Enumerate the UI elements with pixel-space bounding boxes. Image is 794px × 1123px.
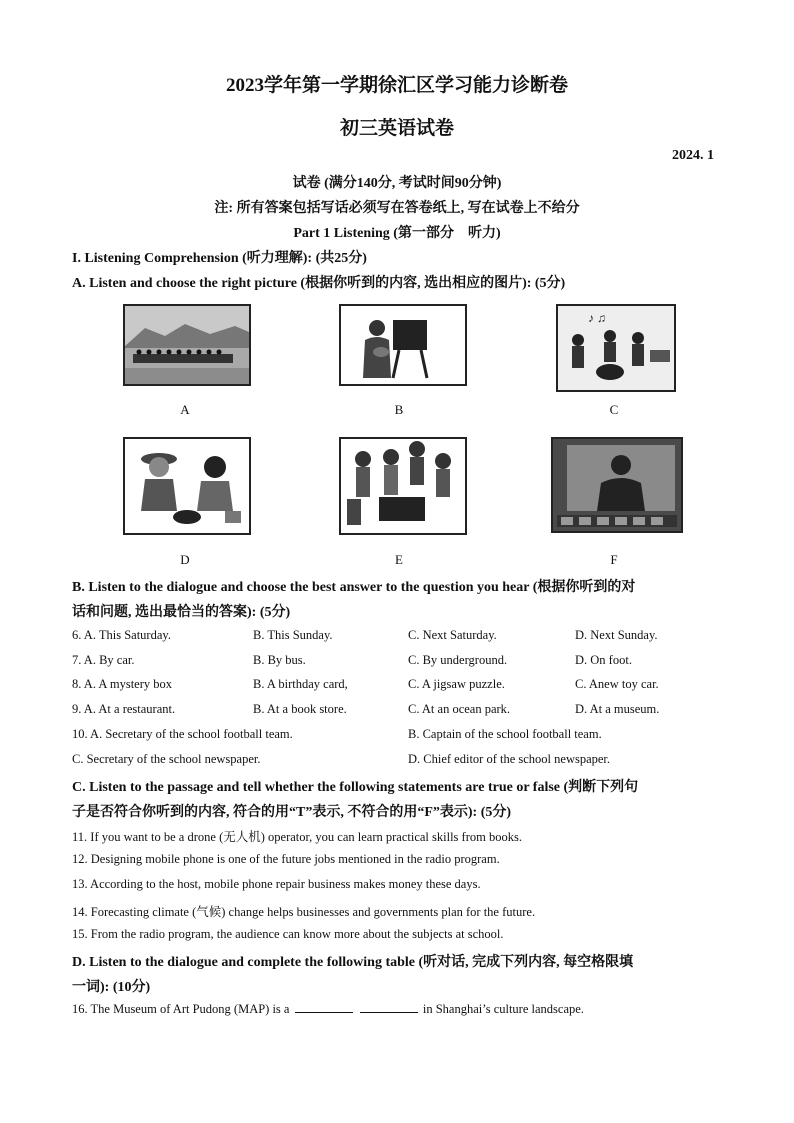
exam-subtitle: 初三英语试卷	[339, 118, 454, 139]
statement-12: 12. Designing mobile phone is one of the future jobs mentioned in the radio program.	[72, 852, 500, 866]
q6-option-a: 6. A. This Saturday.	[72, 628, 171, 642]
exam-info: 试卷 (满分140分, 考试时间90分钟)	[292, 176, 502, 191]
q10-option-b: B. Captain of the school football team.	[408, 727, 602, 741]
q8-option-c: C. A jigsaw puzzle.	[408, 677, 505, 691]
q8-option-a: 8. A. A mystery box	[72, 677, 173, 691]
q6-option-b: B. This Sunday.	[253, 628, 333, 642]
q7-option-b: B. By bus.	[253, 653, 306, 667]
q9-option-d: D. At a museum.	[575, 702, 660, 716]
section-c-heading-line1: C. Listen to the passage and tell whether the following statements are true or false (判断下列句	[72, 780, 639, 795]
question-16-text-after: in Shanghai’s culture landscape.	[422, 1002, 584, 1016]
q10-option-d: D. Chief editor of the school newspaper.	[408, 752, 611, 766]
section-b-heading-line2: 话和问题, 选出最恰当的答案): (5分)	[72, 605, 291, 620]
answer-blank-1[interactable]	[295, 1002, 353, 1013]
picture-label-d: D	[180, 552, 190, 567]
picture-label-b: B	[394, 402, 404, 417]
picture-b-painting	[339, 304, 467, 386]
q9-option-b: B. At a book store.	[253, 702, 347, 716]
section-c-heading-line2: 子是否符合你听到的内容, 符合的用“T”表示, 不符合的用“F”表示): (5分)	[72, 805, 512, 820]
q6-option-c: C. Next Saturday.	[408, 628, 497, 642]
picture-a-dragon-boat	[123, 304, 251, 386]
statement-11: 11. If you want to be a drone (无人机) operator, you can learn practical skills from books.	[72, 830, 522, 844]
picture-label-c: C	[609, 402, 619, 417]
picture-c-band	[556, 304, 676, 392]
exam-note: 注: 所有答案包括写话必须写在答卷纸上, 写在试卷上不给分	[214, 201, 580, 216]
picture-d-children-cooking	[123, 437, 251, 535]
exam-date: 2024. 1	[672, 148, 714, 163]
section-a-heading: A. Listen and choose the right picture (根据你听到的内容, 选出相应的图片): (5分)	[72, 276, 566, 291]
q8-option-d: C. Anew toy car.	[575, 677, 659, 691]
question-16-text-before: 16. The Museum of Art Pudong (MAP) is a	[72, 1002, 290, 1016]
question-16	[72, 1002, 584, 1017]
q6-option-d: D. Next Sunday.	[575, 628, 658, 642]
q10-option-a: 10. A. Secretary of the school football team.	[72, 727, 293, 741]
q7-option-a: 7. A. By car.	[72, 653, 135, 667]
q7-option-c: C. By underground.	[408, 653, 508, 667]
q8-option-b: B. A birthday card,	[253, 677, 348, 691]
picture-e-travelers	[339, 437, 467, 535]
part-heading: Part 1 Listening (第一部分 听力)	[293, 226, 501, 241]
section-d-heading-line2: 一词): (10分)	[72, 980, 151, 995]
answer-blank-2[interactable]	[360, 1002, 418, 1013]
picture-label-f: F	[610, 552, 618, 567]
q9-option-a: 9. A. At a restaurant.	[72, 702, 176, 716]
q9-option-c: C. At an ocean park.	[408, 702, 511, 716]
svg-text:♪ ♫: ♪ ♫	[588, 311, 606, 325]
section-d-heading-line1: D. Listen to the dialogue and complete the following table (听对话, 完成下列内容, 每空格限填	[72, 955, 634, 970]
q7-option-d: D. On foot.	[575, 653, 632, 667]
section-b-heading-line1: B. Listen to the dialogue and choose the best answer to the question you hear (根据你听到的对	[72, 580, 636, 595]
statement-13: 13. According to the host, mobile phone repair business makes money these days.	[72, 877, 481, 891]
picture-label-a: A	[180, 402, 190, 417]
picture-f-video-call	[551, 437, 683, 533]
exam-title: 2023学年第一学期徐汇区学习能力诊断卷	[225, 75, 568, 96]
section-1-heading: I. Listening Comprehension (听力理解): (共25分)	[72, 251, 367, 266]
statement-15: 15. From the radio program, the audience can know more about the subjects at school.	[72, 927, 504, 941]
picture-label-e: E	[395, 552, 403, 567]
statement-14: 14. Forecasting climate (气候) change helps businesses and governments plan for the future.	[72, 905, 536, 919]
q10-option-c: C. Secretary of the school newspaper.	[72, 752, 261, 766]
